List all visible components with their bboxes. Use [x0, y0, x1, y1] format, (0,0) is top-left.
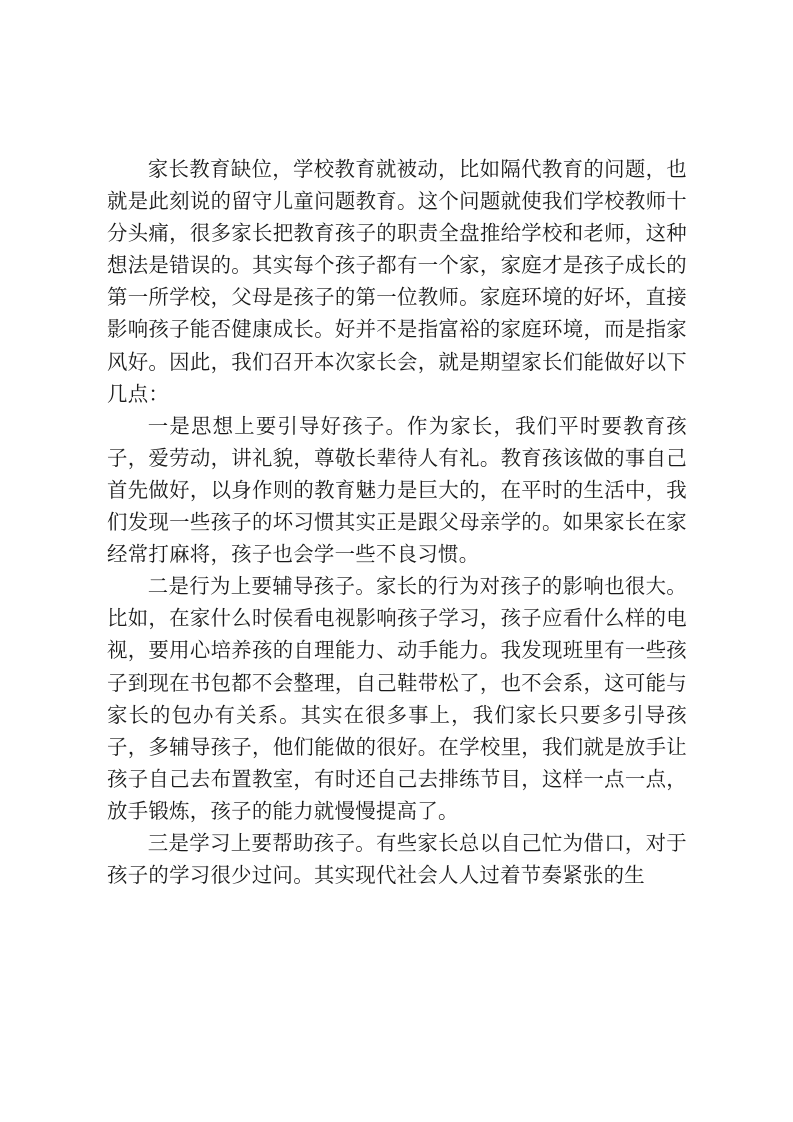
paragraph-3: 二是行为上要辅导孩子。家长的行为对孩子的影响也很大。比如，在家什么时侯看电视影响孩子学习，孩子应看什么样的电视，要用心培养孩的自理能力、动手能力。我发现班里有一些孩子到现在书包都不会整理，自己鞋带松了，也不会系，这可能与家长的包办有关系。其实在很多事上，我们家长只要多引导孩子，多辅导孩子，他们能做的很好。在学校里，我们就是放手让孩子自己去布置教室，有时还自己去排练节目，这样一点一点，放手锻炼，孩子的能力就慢慢提高了。 — [107, 574, 687, 823]
document-body — [107, 153, 687, 891]
paragraph-1: 家长教育缺位，学校教育就被动，比如隔代教育的问题，也就是此刻说的留守儿童问题教育。这个问题就使我们学校教师十分头痛，很多家长把教育孩子的职责全盘推给学校和老师，这种想法是错误的。其实每个孩子都有一个家，家庭才是孩子成长的第一所学校，父母是孩子的第一位教师。家庭环境的好坏，直接影响孩子能否健康成长。好并不是指富裕的家庭环境，而是指家风好。因此，我们召开本次家长会，就是期望家长们能做好以下几点： — [107, 157, 687, 406]
paragraph-4: 三是学习上要帮助孩子。有些家长总以自己忙为借口，对于孩子的学习很少过问。其实现代社会人人过着节奏紧张的生 — [107, 830, 687, 888]
paragraph-2: 一是思想上要引导好孩子。作为家长，我们平时要教育孩子，爱劳动，讲礼貌，尊敬长辈待人有礼。教育孩该做的事自己首先做好，以身作则的教育魅力是巨大的，在平时的生活中，我们发现一些孩子的坏习惯其实正是跟父母亲学的。如果家长在家经常打麻将，孩子也会学一些不良习惯。 — [107, 413, 687, 567]
